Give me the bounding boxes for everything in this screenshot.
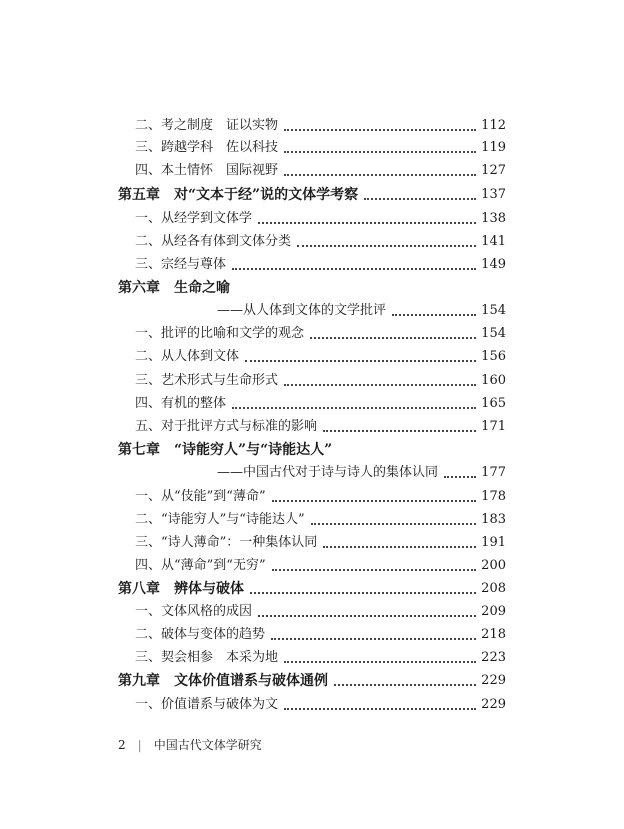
toc-section [135, 624, 506, 644]
toc-leader-dots [284, 708, 476, 710]
toc-leader-dots [284, 174, 476, 176]
toc-page-number: 178 [481, 489, 506, 504]
toc-page-number: 191 [481, 535, 506, 550]
toc-page-number: 177 [481, 465, 506, 480]
toc-leader-dots [284, 129, 476, 131]
toc-leader-dots [297, 245, 476, 247]
toc-section [135, 160, 506, 180]
toc-page-number: 208 [481, 581, 506, 596]
toc-entry-title: 二、从经各有体到文体分类 [135, 234, 292, 249]
toc-page-number: 223 [481, 650, 506, 665]
footer-separator: | [137, 737, 142, 752]
toc-leader-dots [323, 430, 476, 432]
toc-entry-title: ——从人体到文体的文学批评 [217, 303, 387, 318]
toc-page-number: 141 [481, 234, 506, 249]
toc-leader-dots [258, 615, 476, 617]
toc-page-number: 137 [481, 187, 506, 202]
toc-page-number: 154 [481, 326, 506, 341]
toc-entry-title: 四、从“薄命”到“无穷” [135, 558, 266, 573]
toc-entry-title: 一、价值谱系与破体为文 [135, 697, 279, 712]
toc-leader-dots [272, 500, 477, 502]
toc-leader-dots [271, 638, 476, 640]
toc-entry-title: 二、考之制度 证以实物 [135, 118, 279, 133]
toc-leader-dots [232, 407, 476, 409]
toc-section [135, 323, 506, 343]
toc-page-number: 218 [481, 627, 506, 642]
toc-chapter [118, 578, 506, 598]
toc-entry-title: 三、契会相参 本采为地 [135, 650, 279, 665]
toc-page-number: 127 [481, 163, 506, 178]
footer-book-title: 中国古代文体学研究 [153, 738, 262, 752]
toc-entry-title: 四、本土情怀 国际视野 [135, 163, 279, 178]
toc-leader-dots [392, 314, 476, 316]
toc-section [135, 694, 506, 714]
toc-leader-dots [284, 151, 476, 153]
toc-entry-title: 一、从经学到文体学 [135, 211, 253, 226]
toc-section [135, 555, 506, 575]
toc-page-number: 171 [481, 419, 506, 434]
toc-entry-title: 一、从“伎能”到“薄命” [135, 489, 266, 504]
toc-entry-title: 二、从人体到文体 [135, 349, 240, 364]
toc-page-number: 200 [481, 558, 506, 573]
toc-section [135, 416, 506, 436]
toc-leader-dots [444, 476, 476, 478]
toc-chapter-subtitle [217, 300, 506, 320]
page-footer [118, 736, 262, 753]
toc-section [135, 254, 506, 274]
toc-leader-dots [250, 592, 476, 594]
toc-leader-dots [311, 523, 477, 525]
toc-entry-title: 第六章 生命之喻 [118, 280, 230, 296]
toc-page-number: 183 [481, 512, 506, 527]
toc-section [135, 346, 506, 366]
toc-entry-title: 第七章 “诗能穷人”与“诗能达人” [118, 442, 333, 458]
toc-page-number: 154 [481, 303, 506, 318]
toc-leader-dots [245, 360, 476, 362]
toc-section [135, 647, 506, 667]
toc-page-number: 209 [481, 604, 506, 619]
toc-entry-title: 一、文体风格的成因 [135, 604, 253, 619]
toc-leader-dots [310, 337, 476, 339]
toc-leader-dots [272, 569, 477, 571]
toc-entry-title: ——中国古代对于诗与诗人的集体认同 [217, 465, 439, 480]
toc-entry-title: 三、宗经与尊体 [135, 257, 227, 272]
toc-leader-dots [334, 684, 476, 686]
toc-page-number: 112 [481, 118, 506, 133]
toc-section [135, 115, 506, 135]
toc-page-number: 165 [481, 396, 506, 411]
toc-page-number: 156 [481, 349, 506, 364]
toc-section [135, 393, 506, 413]
toc-chapter [118, 277, 506, 297]
toc-entry-title: 第五章 对“文本于经”说的文体学考察 [118, 187, 359, 203]
toc-page-number: 229 [481, 697, 506, 712]
toc-chapter [118, 439, 506, 459]
toc-section [135, 137, 506, 157]
toc-entry-title: 五、对于批评方式与标准的影响 [135, 419, 318, 434]
toc-page-number: 119 [481, 140, 506, 155]
toc-leader-dots [258, 222, 476, 224]
toc-page-number: 149 [481, 257, 506, 272]
toc-entry-title: 四、有机的整体 [135, 396, 227, 411]
toc-chapter [118, 184, 506, 204]
toc-section [135, 509, 506, 529]
toc-leader-dots [323, 546, 476, 548]
toc-leader-dots [364, 198, 476, 200]
toc-entry-title: 二、破体与变体的趋势 [135, 627, 266, 642]
toc-chapter [118, 670, 506, 690]
toc-leader-dots [284, 384, 476, 386]
toc-section [135, 532, 506, 552]
toc-leader-dots [232, 268, 476, 270]
toc-chapter-subtitle [217, 462, 506, 482]
footer-page-number: 2 [118, 737, 126, 752]
toc-entry-title: 一、批评的比喻和文学的观念 [135, 326, 305, 341]
toc-page-number: 138 [481, 211, 506, 226]
toc-section [135, 486, 506, 506]
toc-entry-title: 第八章 辨体与破体 [118, 581, 244, 597]
toc-leader-dots [284, 661, 476, 663]
toc-entry-title: 三、跨越学科 佐以科技 [135, 140, 279, 155]
toc-page-number: 229 [481, 673, 506, 688]
toc-page-number: 160 [481, 373, 506, 388]
toc-entry-title: 二、“诗能穷人”与“诗能达人” [135, 512, 305, 527]
toc-entry-title: 三、艺术形式与生命形式 [135, 373, 279, 388]
toc-section [135, 231, 506, 251]
toc-section [135, 370, 506, 390]
toc-section [135, 208, 506, 228]
toc-entry-title: 三、“诗人薄命”：一种集体认同 [135, 535, 318, 550]
toc-entry-title: 第九章 文体价值谱系与破体通例 [118, 673, 328, 689]
toc-section [135, 601, 506, 621]
